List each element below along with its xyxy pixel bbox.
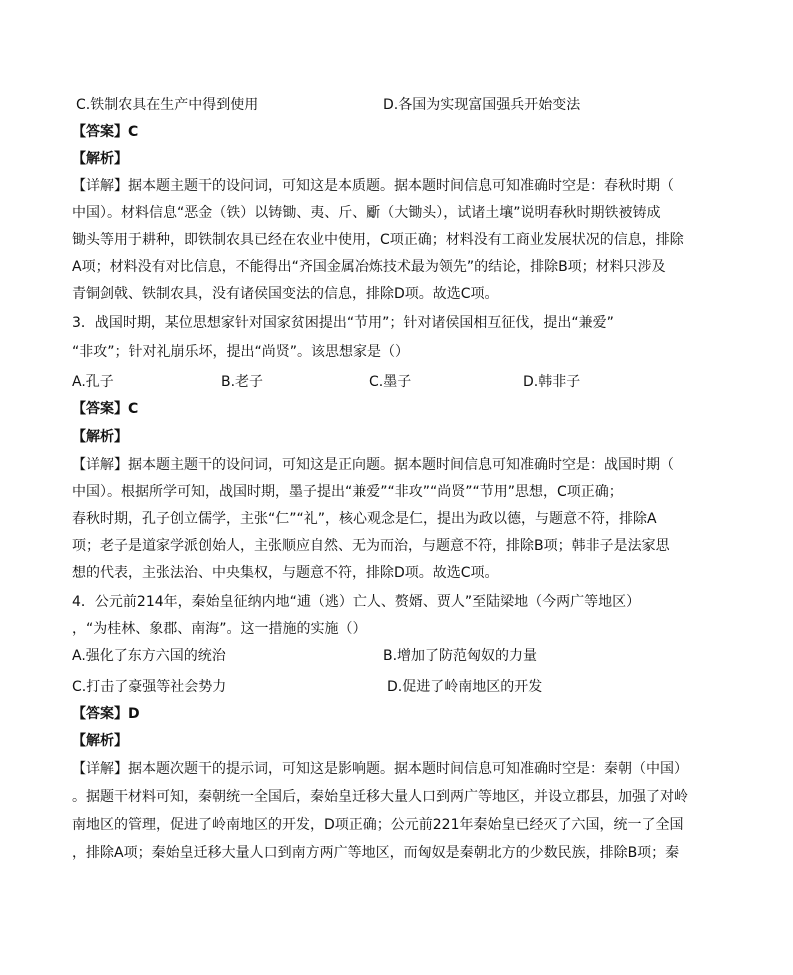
q3-detail-line: 项；老子是道家学派创始人，主张顺应自然、无为而治，与题意不符，排除B项；韩非子是法家思 (72, 538, 670, 554)
q4-option-a: A.强化了东方六国的统治 (72, 648, 226, 664)
q3-answer: 【答案】C (72, 401, 139, 417)
q4-stem-line: ，“为桂林、象郡、南海”。这一措施的实施（） (72, 621, 367, 637)
q3-option-b: B.老子 (221, 374, 264, 390)
q2-detail-line: 青铜剑戟、铁制农具，没有诸侯国变法的信息，排除D项。故选C项。 (72, 286, 499, 302)
q4-detail-line: 。据题干材料可知，秦朝统一全国后，秦始皇迁移大量人口到两广等地区，并设立郡县，加强了对岭 (72, 789, 688, 805)
q3-option-c: C.墨子 (369, 374, 412, 390)
q2-option-d: D.各国为实现富国强兵开始变法 (383, 97, 581, 113)
q3-stem-line: 3．战国时期，某位思想家针对国家贫困提出“节用”；针对诸侯国相互征伐，提出“兼爱” (72, 315, 614, 331)
q4-option-c: C.打击了豪强等社会势力 (72, 679, 227, 695)
q3-stem-line: “非攻”；针对礼崩乐坏，提出“尚贤”。该思想家是（） (72, 344, 410, 360)
q2-detail-line: 【详解】据本题主题干的设问词，可知这是本质题。据本题时间信息可知准确时空是：春秋时期（ (72, 178, 674, 194)
q3-option-a: A.孔子 (72, 374, 114, 390)
q3-detail-line: 春秋时期，孔子创立儒学，主张“仁”“礼”，核心观念是仁，提出为政以德，与题意不符，排除A (72, 511, 657, 527)
q4-option-d: D.促进了岭南地区的开发 (387, 679, 543, 695)
q3-option-d: D.韩非子 (523, 374, 581, 390)
q3-detail-line: 中国）。根据所学可知，战国时期，墨子提出“兼爱”“非攻”“尚贤”“节用”思想，C项正确； (72, 484, 623, 500)
q4-option-b: B.增加了防范匈奴的力量 (383, 648, 538, 664)
q2-answer: 【答案】C (72, 124, 139, 140)
q3-analysis-label: 【解析】 (72, 429, 128, 445)
q3-detail-line: 【详解】据本题主题干的设问词，可知这是正向题。据本题时间信息可知准确时空是：战国时期（ (72, 457, 674, 473)
q4-detail-line: 南地区的管理，促进了岭南地区的开发，D项正确；公元前221年秦始皇已经灭了六国，统一了全国 (72, 817, 684, 833)
q3-detail-line: 想的代表，主张法治、中央集权，与题意不符，排除D项。故选C项。 (72, 565, 499, 581)
q2-option-c: C.铁制农具在生产中得到使用 (76, 97, 259, 113)
q4-analysis-label: 【解析】 (72, 733, 128, 749)
q2-detail-line: 中国）。材料信息“恶金（铁）以铸锄、夷、斤、斸（大锄头），试诸土壤”说明春秋时期铁被铸成 (72, 205, 661, 221)
q4-detail-line: ，排除A项；秦始皇迁移大量人口到南方两广等地区，而匈奴是秦朝北方的少数民族，排除B项；秦 (72, 845, 680, 861)
q4-stem-line: 4．公元前214年，秦始皇征纳内地“逋（逃）亡人、赘婿、贾人”至陆梁地（今两广等地区） (72, 594, 641, 610)
q4-detail-line: 【详解】据本题次题干的提示词，可知这是影响题。据本题时间信息可知准确时空是：秦朝（中国） (72, 761, 688, 777)
q2-analysis-label: 【解析】 (72, 151, 128, 167)
q2-detail-line: 锄头等用于耕种，即铁制农具已经在农业中使用，C项正确；材料没有工商业发展状况的信息，排除 (72, 232, 684, 248)
q4-answer: 【答案】D (72, 706, 140, 722)
q2-detail-line: A项；材料没有对比信息，不能得出“齐国金属冶炼技术最为领先”的结论，排除B项；材料只涉及 (72, 259, 666, 275)
